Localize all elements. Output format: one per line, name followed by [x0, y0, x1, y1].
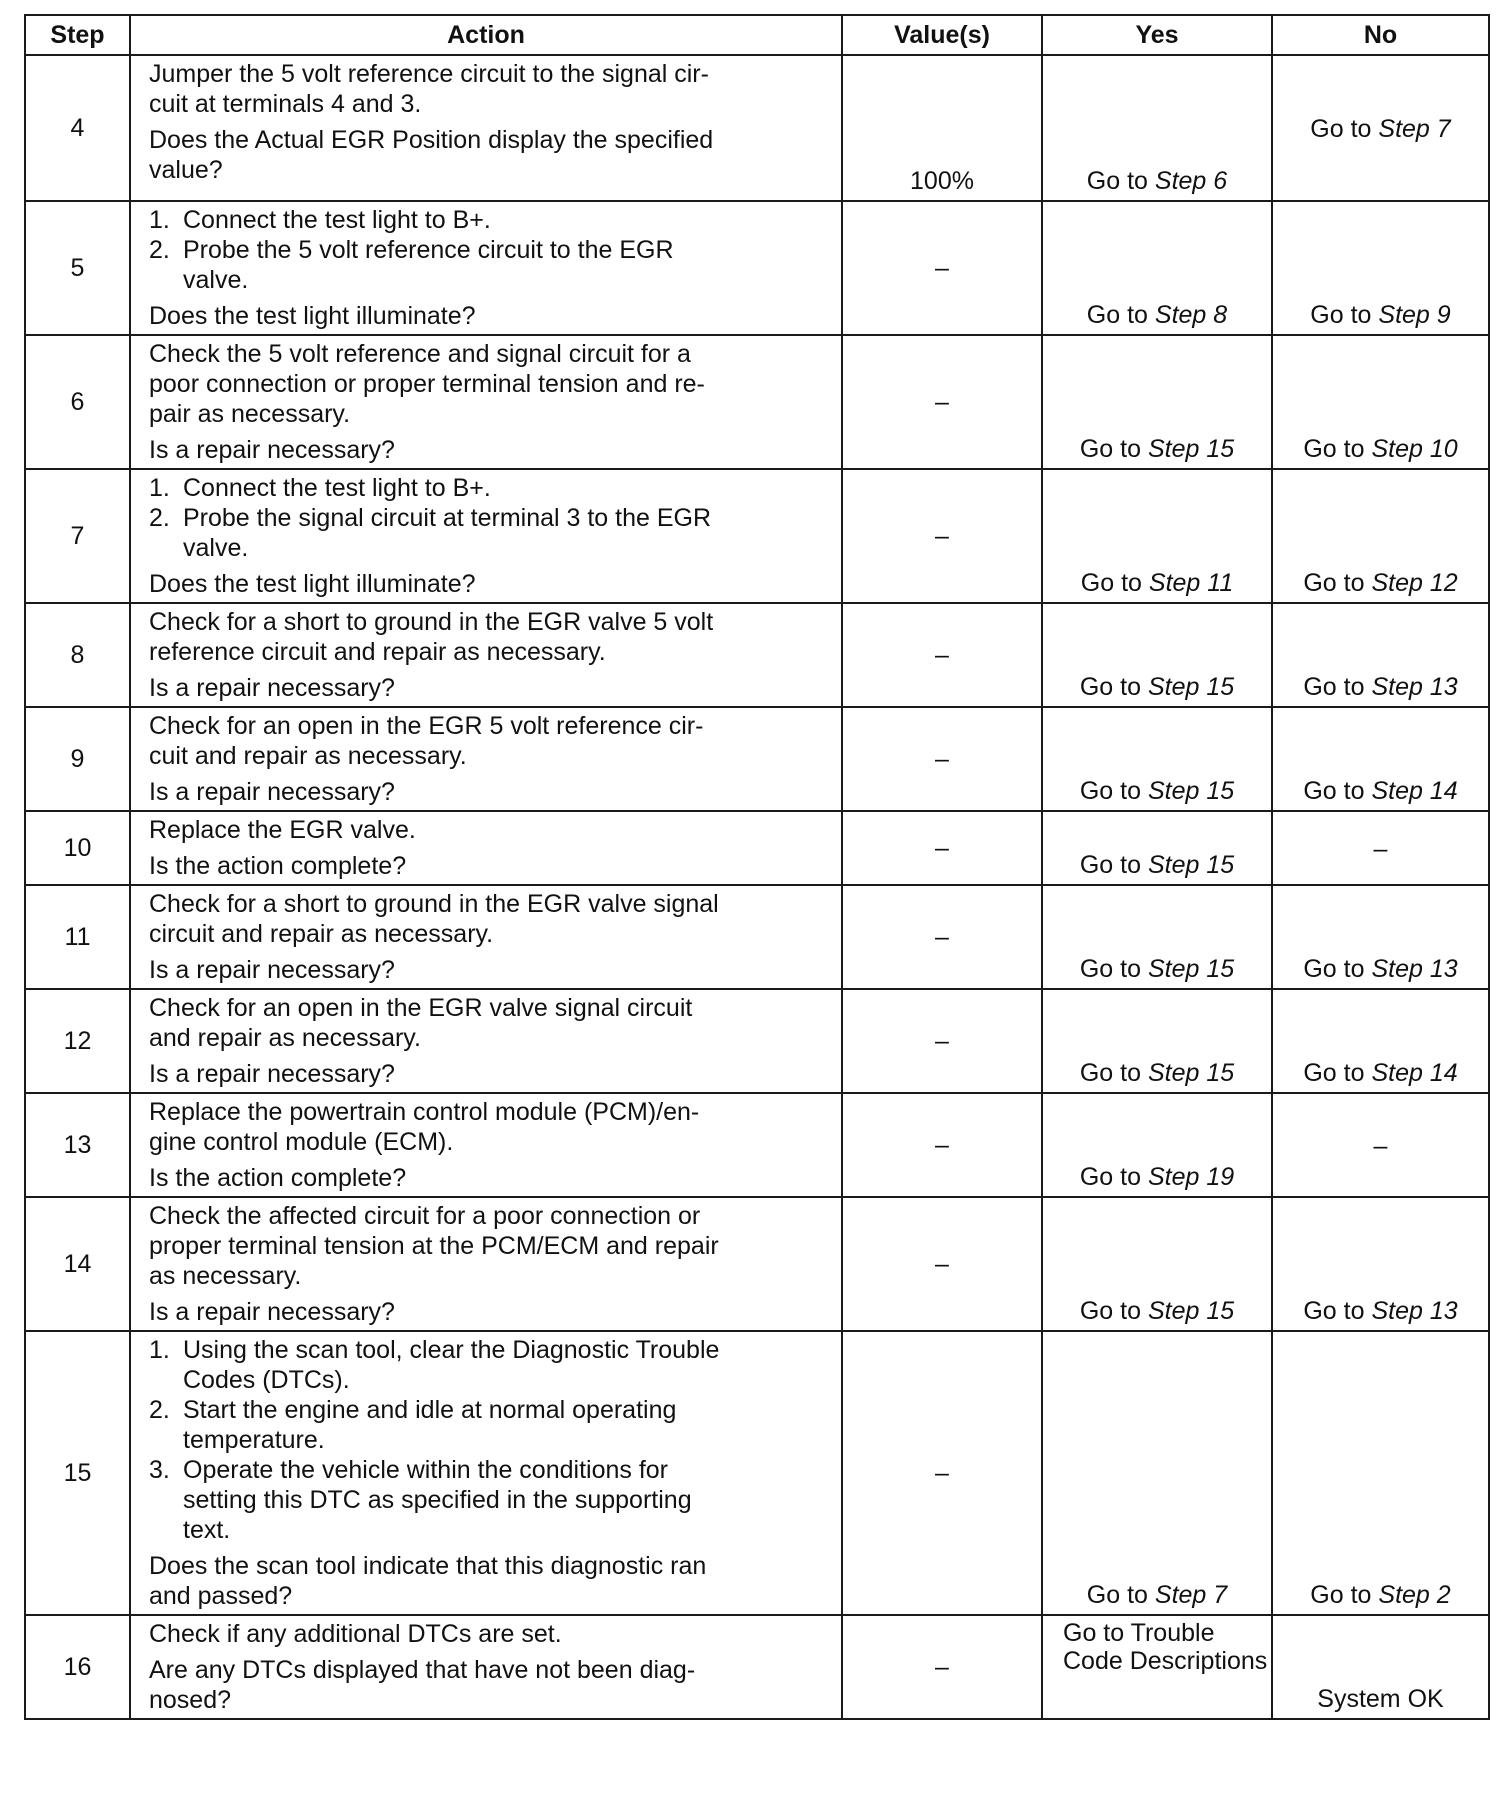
no-go-to	[1303, 777, 1457, 805]
yes-cell	[1042, 603, 1272, 707]
no-cell	[1272, 335, 1489, 469]
step-reference: Step 7	[1378, 114, 1451, 143]
question-line: Is a repair necessary?	[149, 778, 395, 806]
question	[149, 1551, 831, 1611]
yes-cell	[1042, 989, 1272, 1093]
step-reference: Step 12	[1371, 569, 1458, 597]
action-cell	[130, 1615, 842, 1719]
step-reference: Step 11	[1148, 569, 1234, 597]
step-reference: Step 14	[1371, 1059, 1458, 1087]
header-yes: Yes	[1042, 15, 1272, 55]
item-line: Connect the test light to B+.	[183, 474, 491, 502]
go-to-text: Go to	[1080, 569, 1142, 597]
numbered-item	[149, 235, 831, 295]
value-cell: –	[842, 335, 1042, 469]
action-line: proper terminal tension at the PCM/ECM and repair	[149, 1232, 719, 1260]
item-line: Codes (DTCs).	[183, 1366, 350, 1394]
question-line: Is a repair necessary?	[149, 956, 395, 984]
yes-go-to	[1081, 569, 1233, 597]
no-go-to	[1310, 1581, 1450, 1609]
question	[149, 435, 831, 465]
question-line: Does the Actual EGR Position display the specified	[149, 126, 714, 154]
yes-cell	[1042, 335, 1272, 469]
header-row	[25, 15, 1489, 55]
no-cell: System OK	[1272, 1615, 1489, 1719]
item-text	[183, 235, 831, 295]
question	[149, 777, 831, 807]
yes-cell	[1042, 707, 1272, 811]
question	[149, 1059, 831, 1089]
action-cell	[130, 1197, 842, 1331]
question	[149, 1297, 831, 1327]
step-number: 8	[25, 603, 130, 707]
no-go-to	[1303, 569, 1457, 597]
item-text	[183, 1455, 831, 1545]
go-to-text: Go to	[1079, 955, 1141, 983]
value-cell: –	[842, 1093, 1042, 1197]
item-line: setting this DTC as specified in the supporting	[183, 1486, 692, 1514]
go-to-text: Go to	[1079, 1297, 1141, 1325]
go-to-text: Go to	[1303, 777, 1365, 805]
value-cell: –	[842, 1331, 1042, 1615]
step-number: 6	[25, 335, 130, 469]
step-reference: Step 13	[1371, 1297, 1458, 1325]
action-line: Check the 5 volt reference and signal circuit for a	[149, 340, 691, 368]
step-reference: Step 15	[1147, 777, 1235, 805]
yes-go-to	[1087, 301, 1227, 329]
no-go-to	[1303, 955, 1457, 983]
action-line: Replace the EGR valve.	[149, 816, 416, 844]
action-cell	[130, 603, 842, 707]
yes-cell	[1042, 1197, 1272, 1331]
yes-text: Go to Trouble Code Descriptions	[1063, 1619, 1268, 1675]
question-line: Does the scan tool indicate that this diagnostic ran	[149, 1552, 707, 1580]
yes-cell	[1042, 811, 1272, 885]
go-to-text: Go to	[1079, 673, 1141, 701]
item-text	[183, 205, 831, 235]
value-cell: –	[842, 469, 1042, 603]
item-number: 2.	[149, 1396, 170, 1424]
question	[149, 569, 831, 599]
yes-cell	[1042, 1093, 1272, 1197]
go-to-text: Go to	[1086, 301, 1148, 329]
yes-cell	[1042, 469, 1272, 603]
question	[149, 851, 831, 881]
yes-go-to	[1080, 955, 1234, 983]
yes-cell	[1042, 885, 1272, 989]
action-line: Check for an open in the EGR 5 volt reference cir-	[149, 712, 704, 740]
table-row	[25, 201, 1489, 335]
go-to-text: Go to	[1079, 1059, 1141, 1087]
no-go-to	[1303, 1297, 1457, 1325]
go-to-text: Go to	[1086, 1581, 1148, 1609]
step-reference: Step 2	[1378, 1581, 1451, 1609]
step-number: 16	[25, 1615, 130, 1719]
action-line: cuit at terminals 4 and 3.	[149, 90, 422, 118]
question-line: Is the action complete?	[149, 1164, 407, 1192]
yes-go-to	[1087, 1581, 1227, 1609]
go-to-text: Go to	[1079, 851, 1141, 879]
item-line: Start the engine and idle at normal operating	[183, 1396, 677, 1424]
action-cell	[130, 885, 842, 989]
yes-cell	[1042, 1331, 1272, 1615]
yes-go-to	[1080, 1163, 1234, 1191]
item-line: Operate the vehicle within the conditions for	[183, 1456, 668, 1484]
step-reference: Step 6	[1154, 167, 1228, 195]
step-reference: Step 19	[1147, 1163, 1235, 1191]
step-reference: Step 15	[1147, 435, 1235, 463]
action-line: as necessary.	[149, 1262, 302, 1290]
no-go-to	[1303, 435, 1457, 463]
header-no: No	[1272, 15, 1489, 55]
no-cell: –	[1272, 1093, 1489, 1197]
diagnostic-table	[24, 14, 1490, 1720]
action-line: Check for a short to ground in the EGR valve signal	[149, 890, 719, 918]
numbered-item	[149, 1335, 831, 1395]
item-text	[183, 473, 831, 503]
step-reference: Step 7	[1154, 1581, 1228, 1609]
value-cell: –	[842, 603, 1042, 707]
go-to-text: Go to	[1303, 955, 1365, 983]
value-cell: 100%	[842, 55, 1042, 201]
table-row	[25, 885, 1489, 989]
step-number: 11	[25, 885, 130, 989]
action-line: Jumper the 5 volt reference circuit to the signal cir-	[149, 60, 709, 88]
question-line: Does the test light illuminate?	[149, 302, 476, 330]
action-line: pair as necessary.	[149, 400, 351, 428]
question-line: Is a repair necessary?	[149, 436, 395, 464]
table-row	[25, 707, 1489, 811]
action-cell	[130, 989, 842, 1093]
step-reference: Step 13	[1371, 955, 1458, 983]
header-action: Action	[130, 15, 842, 55]
item-number: 1.	[149, 474, 170, 502]
go-to-text: Go to	[1303, 1059, 1365, 1087]
header-step: Step	[25, 15, 130, 55]
item-line: Probe the 5 volt reference circuit to the EGR	[183, 236, 674, 264]
yes-cell	[1042, 1615, 1272, 1719]
step-number: 7	[25, 469, 130, 603]
item-text	[183, 1335, 831, 1395]
step-reference: Step 15	[1147, 851, 1235, 879]
item-line: Connect the test light to B+.	[183, 206, 491, 234]
item-text	[183, 503, 831, 563]
action-line: Check if any additional DTCs are set.	[149, 1620, 562, 1648]
no-cell	[1272, 603, 1489, 707]
table-row	[25, 989, 1489, 1093]
action-cell	[130, 707, 842, 811]
numbered-item	[149, 205, 831, 235]
action-cell	[130, 1331, 842, 1615]
question-line: Is a repair necessary?	[149, 674, 395, 702]
item-line: valve.	[183, 266, 249, 294]
item-text	[183, 1395, 831, 1455]
yes-go-to	[1087, 167, 1227, 195]
question	[149, 1655, 831, 1715]
yes-go-to	[1080, 1297, 1234, 1325]
question-line: Is a repair necessary?	[149, 1060, 395, 1088]
action-line: poor connection or proper terminal tension and re-	[149, 370, 705, 398]
value-cell: –	[842, 1197, 1042, 1331]
header-values: Value(s)	[842, 15, 1042, 55]
table-row	[25, 811, 1489, 885]
question-line: Does the test light illuminate?	[149, 570, 476, 598]
question	[149, 301, 831, 331]
step-reference: Step 14	[1371, 777, 1458, 805]
table-row	[25, 335, 1489, 469]
go-to-text: Go to	[1310, 1581, 1372, 1609]
step-reference: Step 15	[1147, 673, 1235, 701]
no-cell	[1272, 1197, 1489, 1331]
table-row	[25, 603, 1489, 707]
question-line: Is the action complete?	[149, 852, 407, 880]
no-cell: –	[1272, 811, 1489, 885]
no-cell	[1272, 1331, 1489, 1615]
item-number: 3.	[149, 1456, 170, 1484]
go-to-text: Go to	[1079, 1163, 1141, 1191]
go-to-text: Go to	[1303, 673, 1365, 701]
action-cell	[130, 811, 842, 885]
no-cell	[1272, 885, 1489, 989]
step-number: 4	[25, 55, 130, 201]
question-line: nosed?	[149, 1686, 232, 1714]
item-line: Probe the signal circuit at terminal 3 to the EGR	[183, 504, 712, 532]
question	[149, 1163, 831, 1193]
question-line: Is a repair necessary?	[149, 1298, 395, 1326]
action-line: Check the affected circuit for a poor connection or	[149, 1202, 701, 1230]
step-number: 5	[25, 201, 130, 335]
yes-go-to	[1080, 1059, 1234, 1087]
go-to-text: Go to	[1086, 167, 1148, 195]
step-reference: Step 10	[1371, 435, 1458, 463]
question	[149, 125, 831, 185]
item-line: text.	[183, 1516, 231, 1544]
action-line: Replace the powertrain control module (PCM)/en-	[149, 1098, 700, 1126]
go-to-text: Go to	[1310, 114, 1372, 143]
action-line: Check for an open in the EGR valve signal circuit	[149, 994, 693, 1022]
table-row	[25, 469, 1489, 603]
step-number: 9	[25, 707, 130, 811]
action-line: gine control module (ECM).	[149, 1128, 454, 1156]
question	[149, 955, 831, 985]
item-number: 1.	[149, 1336, 170, 1364]
item-number: 2.	[149, 504, 170, 532]
go-to-text: Go to	[1310, 301, 1372, 329]
numbered-item	[149, 1455, 831, 1545]
yes-cell	[1042, 55, 1272, 201]
value-cell: –	[842, 811, 1042, 885]
step-number: 12	[25, 989, 130, 1093]
question-line: Are any DTCs displayed that have not been diag-	[149, 1656, 696, 1684]
table-row	[25, 55, 1489, 201]
go-to-text: Go to	[1303, 1297, 1365, 1325]
action-cell	[130, 1093, 842, 1197]
step-reference: Step 9	[1378, 301, 1451, 329]
table-row	[25, 1197, 1489, 1331]
action-cell	[130, 55, 842, 201]
action-line: circuit and repair as necessary.	[149, 920, 494, 948]
value-cell: –	[842, 201, 1042, 335]
question	[149, 673, 831, 703]
yes-go-to	[1080, 851, 1234, 879]
action-line: cuit and repair as necessary.	[149, 742, 467, 770]
numbered-item	[149, 503, 831, 563]
step-reference: Step 8	[1154, 301, 1228, 329]
question-line: and passed?	[149, 1582, 293, 1610]
question-line: value?	[149, 156, 223, 184]
step-reference: Step 15	[1147, 1059, 1235, 1087]
yes-go-to	[1080, 435, 1234, 463]
no-cell	[1272, 201, 1489, 335]
go-to-text: Go to	[1303, 435, 1365, 463]
no-cell	[1272, 469, 1489, 603]
step-number: 14	[25, 1197, 130, 1331]
go-to-text: Go to	[1303, 569, 1365, 597]
table-row	[25, 1093, 1489, 1197]
yes-go-to	[1080, 673, 1234, 701]
table-row	[25, 1615, 1489, 1719]
value-cell: –	[842, 885, 1042, 989]
value-cell: –	[842, 707, 1042, 811]
table-row	[25, 1331, 1489, 1615]
action-line: Check for a short to ground in the EGR valve 5 volt	[149, 608, 714, 636]
step-number: 13	[25, 1093, 130, 1197]
action-cell	[130, 201, 842, 335]
item-line: temperature.	[183, 1426, 325, 1454]
action-line: and repair as necessary.	[149, 1024, 421, 1052]
numbered-item	[149, 1395, 831, 1455]
action-line: reference circuit and repair as necessary.	[149, 638, 606, 666]
no-go-to	[1310, 115, 1450, 143]
go-to-text: Go to	[1079, 777, 1141, 805]
no-cell	[1272, 989, 1489, 1093]
action-cell	[130, 335, 842, 469]
item-number: 2.	[149, 236, 170, 264]
item-line: valve.	[183, 534, 249, 562]
yes-go-to	[1080, 777, 1234, 805]
step-number: 10	[25, 811, 130, 885]
no-cell	[1272, 707, 1489, 811]
value-cell: –	[842, 1615, 1042, 1719]
no-go-to	[1303, 673, 1457, 701]
numbered-item	[149, 473, 831, 503]
no-cell	[1272, 55, 1489, 201]
no-go-to	[1303, 1059, 1457, 1087]
action-cell	[130, 469, 842, 603]
step-reference: Step 15	[1147, 1297, 1235, 1325]
step-reference: Step 15	[1147, 955, 1235, 983]
value-cell: –	[842, 989, 1042, 1093]
item-number: 1.	[149, 206, 170, 234]
step-reference: Step 13	[1371, 673, 1458, 701]
table-body	[25, 55, 1489, 1719]
no-go-to	[1310, 301, 1450, 329]
go-to-text: Go to	[1079, 435, 1141, 463]
step-number: 15	[25, 1331, 130, 1615]
yes-cell	[1042, 201, 1272, 335]
item-line: Using the scan tool, clear the Diagnostic Trouble	[183, 1336, 720, 1364]
